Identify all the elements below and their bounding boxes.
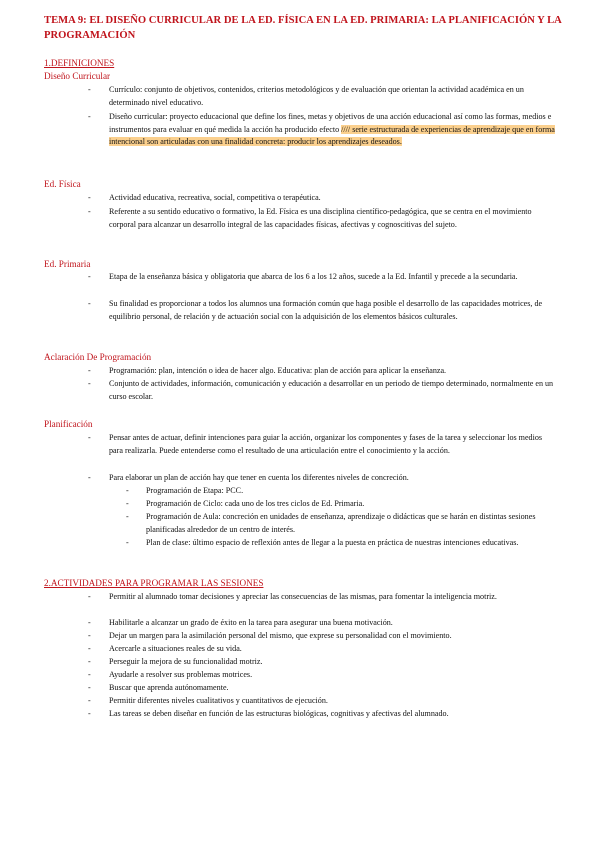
list-item-text: Buscar que aprenda autónomamente. (109, 683, 229, 692)
bullet-dash: - (88, 644, 91, 653)
bullet-dash: - (88, 379, 91, 388)
bullet-dash: - (88, 112, 91, 121)
bullet-dash: - (88, 272, 91, 281)
bullet-dash: - (88, 473, 91, 482)
subheading-aclaracion-programacion: Aclaración De Programación (44, 352, 152, 362)
list-item-text: Programación de Aula: concreción en unidades de enseñanza, aprendizaje o didácticas que se harán en distintas sesiones planificadas alrededor de un centro de interés. (146, 512, 536, 534)
section-heading-actividades: 2.ACTIVIDADES PARA PROGRAMAR LAS SESIONES (44, 578, 264, 588)
list-item-text (109, 111, 555, 149)
bullet-dash: - (126, 538, 129, 547)
list-item-text: Actividad educativa, recreativa, social, competitiva o terapéutica. (109, 193, 321, 202)
list-item-text: Acercarle a situaciones reales de su vida. (109, 644, 242, 653)
bullet-dash: - (126, 512, 129, 521)
bullet-dash: - (88, 683, 91, 692)
section-heading-definiciones: 1.DEFINICIONES (44, 58, 115, 68)
bullet-dash: - (88, 433, 91, 442)
list-item-text: Permitir diferentes niveles cualitativos y cuantitativos de ejecución. (109, 696, 328, 705)
list-item-text: Permitir al alumnado tomar decisiones y apreciar las consecuencias de las mismas, para fomentar la inteligencia motriz. (109, 592, 497, 601)
bullet-dash: - (88, 631, 91, 640)
list-item-text: Programación: plan, intención o idea de hacer algo. Educativa: plan de acción para aplicar la enseñanza. (109, 366, 447, 375)
list-item-text: Dejar un margen para la asimilación personal del mismo, que exprese su personalidad con el movimiento. (109, 631, 452, 640)
list-item-text: Plan de clase: último espacio de reflexión antes de llegar a la puesta en práctica de nuestras intenciones educativas. (146, 538, 519, 547)
bullet-dash: - (88, 193, 91, 202)
list-item-text: Perseguir la mejora de su funcionalidad motriz. (109, 657, 263, 666)
bullet-dash: - (88, 657, 91, 666)
list-item-text: Habilitarle a alcanzar un grado de éxito en la tarea para asegurar una buena motivación. (109, 618, 393, 627)
bullet-dash: - (126, 486, 129, 495)
list-item-text: Para elaborar un plan de acción hay que tener en cuenta los diferentes niveles de concreción. (109, 473, 409, 482)
list-item-text: Referente a su sentido educativo o formativo, la Ed. Física es una disciplina científico-pedagógica, que se centra en el movimiento corporal para alcanzar un desarrollo integral de las capacidades físicas, afectivas y cognoscitivas del sujeto. (109, 207, 532, 229)
list-item-text: Programación de Ciclo: cada uno de los tres ciclos de Ed. Primaria. (146, 499, 365, 508)
bullet-dash: - (88, 366, 91, 375)
bullet-dash: - (88, 709, 91, 718)
list-item-text: Ayudarle a resolver sus problemas motrices. (109, 670, 253, 679)
bullet-dash: - (88, 85, 91, 94)
bullet-dash: - (88, 670, 91, 679)
document-title: TEMA 9: EL DISEÑO CURRICULAR DE LA ED. FÍSICA EN LA ED. PRIMARIA: LA PLANIFICACIÓN Y LA PROGRAMACIÓN (44, 15, 562, 41)
bullet-dash: - (88, 592, 91, 601)
list-item-text: Etapa de la enseñanza básica y obligatoria que abarca de los 6 a los 12 años, sucede a la Ed. Infantil y precede a la secundaria. (109, 272, 518, 281)
subheading-ed-fisica: Ed. Física (44, 179, 81, 189)
list-item-text: Las tareas se deben diseñar en función de las estructuras biológicas, cognitivas y afectivas del alumnado. (109, 709, 449, 718)
bullet-dash: - (88, 207, 91, 216)
bullet-dash: - (88, 299, 91, 308)
bullet-dash: - (88, 696, 91, 705)
list-item-text: Su finalidad es proporcionar a todos los alumnos una formación común que haga posible el desarrollo de las capacidades motrices, de equilibrio personal, de relación y de actuación social con la adquisición de los elementos básicos culturales. (109, 299, 543, 321)
bullet-dash: - (88, 618, 91, 627)
definition-text: Diseño curricular: proyecto educacional que define los fines, metas y objetivos de una acción educacional así como las formas, medios e instrumentos para evaluar en qué medida la acción ha producido efecto (109, 112, 552, 134)
subheading-planificacion: Planificación (44, 419, 93, 429)
list-item-text: Currículo: conjunto de objetivos, contenidos, criterios metodológicos y de evaluación que orientan la actividad académica en un determinado nivel educativo. (109, 85, 524, 107)
subheading-diseno-curricular: Diseño Curricular (44, 71, 111, 81)
highlighted-text: //// serie estructurada de experiencias de aprendizaje que en forma intencional son articuladas con una finalidad concreta: producir los aprendizajes deseados. (109, 124, 555, 147)
list-item-text: Pensar antes de actuar, definir intenciones para guiar la acción, organizar los componentes y fases de la tarea y seleccionar los medios para realizarla. Puede entenderse como el resultado de una articulación entre el conocimiento y la acción. (109, 433, 543, 455)
bullet-dash: - (126, 499, 129, 508)
subheading-ed-primaria: Ed. Primaria (44, 259, 91, 269)
list-item-text: Programación de Etapa: PCC. (146, 486, 244, 495)
list-item-text: Conjunto de actividades, información, comunicación y educación a desarrollar en un periodo de tiempo determinado, normalmente en un curso escolar. (109, 379, 554, 401)
